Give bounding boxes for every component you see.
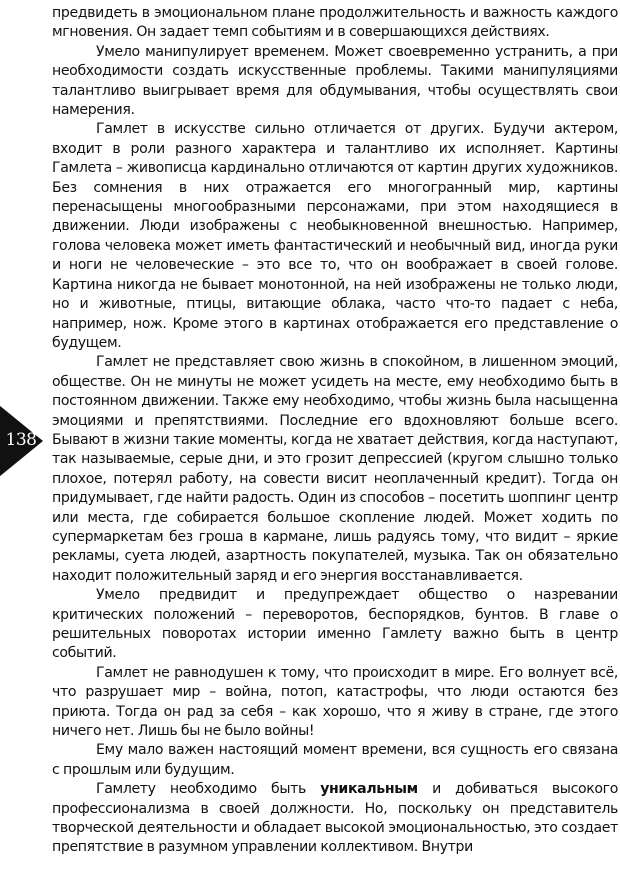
emphasis-unique: уникальным [320,781,418,798]
paragraph-5: Умело предвидит и предупреждает общество о назревании критических положений – переворотов, беспорядков, бунтов. В главе о решительных поворотах истории именно Гамлету важно быть в центр событий. [52,587,618,662]
page-number: 138 [5,430,37,450]
paragraph-3: Гамлет в искусстве сильно отличается от других. Будучи актером, входит в роли разного характера и талантливо их исполняет. Картины Гамлета – живописца кардинально отличаются от картин других художников. Без сомнения в них отражается его многогранный мир, картины перенасыщены многообразными персонажами, при этом находящиеся в движении. Люди изображены с необыкновенной внешностью. Например, голова человека может иметь фантастический и необычный вид, иногда руки и ноги не человеческие – это все то, что он воображает в своей голове. Картина никогда не бывает монотонной, на ней изображены не только люди, но и животные, птицы, витающие облака, часто что-то падает с неба, например, нож. Кроме этого в картинах отображается его представление о будущем. [52,121,618,351]
paragraph-4: Гамлет не представляет свою жизнь в спокойном, в лишенном эмоций, обществе. Он не минуты не может усидеть на месте, ему необходимо быть в постоянном движении. Также ему необходимо, чтобы жизнь была насыщенна эмоциями и препятствиями. Последние его вдохновляют больше всего. Бывают в жизни такие моменты, когда не хватает действия, когда наступают, так называемые, серые дни, и это грозит депрессией (кругом слышно только плохое, потерял работу, на совести висит неоплаченный кредит). Тогда он придумывает, где найти радость. Один из способов – посетить шоппинг центр или места, где собирается большое скопление людей. Может ходить по супермаркетам без гроша в кармане, лишь радуясь тому, что видит – яркие рекламы, суета людей, азартность покупателей, музыка. Так он обязательно находит положительный заряд и его энергия восстанавливается. [52,354,618,584]
paragraph-6: Гамлет не равнодушен к тому, что происходит в мире. Его волнует всё, что разрушает мир – война, потоп, катастрофы, что люди остаются без приюта. Тогда он рад за себя – как хорошо, что я живу в стране, где этого ничего нет. Лишь бы не было войны! [52,664,618,740]
paragraph-8 [52,780,618,858]
page-number-badge [0,405,47,477]
paragraph-7: Ему мало важен настоящий момент времени, вся сущность его связана с прошлым или будущим. [52,742,618,778]
paragraph-8-end: и добиваться высокого профессионализма в своей должности. Но, поскольку он представитель творческой деятельности и обладает высокой эмоциональностью, это создает препятствие в разумном управлении коллективом. Внутри [52,781,618,856]
paragraph-8-start: Гамлету необходимо быть [96,781,321,798]
page-body [52,4,618,858]
paragraph-2: Умело манипулирует временем. Может своевременно устранить, а при необходимости создать искусственные проблемы. Такими манипуляциями талантливо выигрывает время для обдумывания, чтобы осуществлять свои намерения. [52,43,618,119]
paragraph-1: предвидеть в эмоциональном плане продолжительность и важность каждого мгновения. Он задает темп событиям и в совершающихся действиях. [52,5,618,41]
